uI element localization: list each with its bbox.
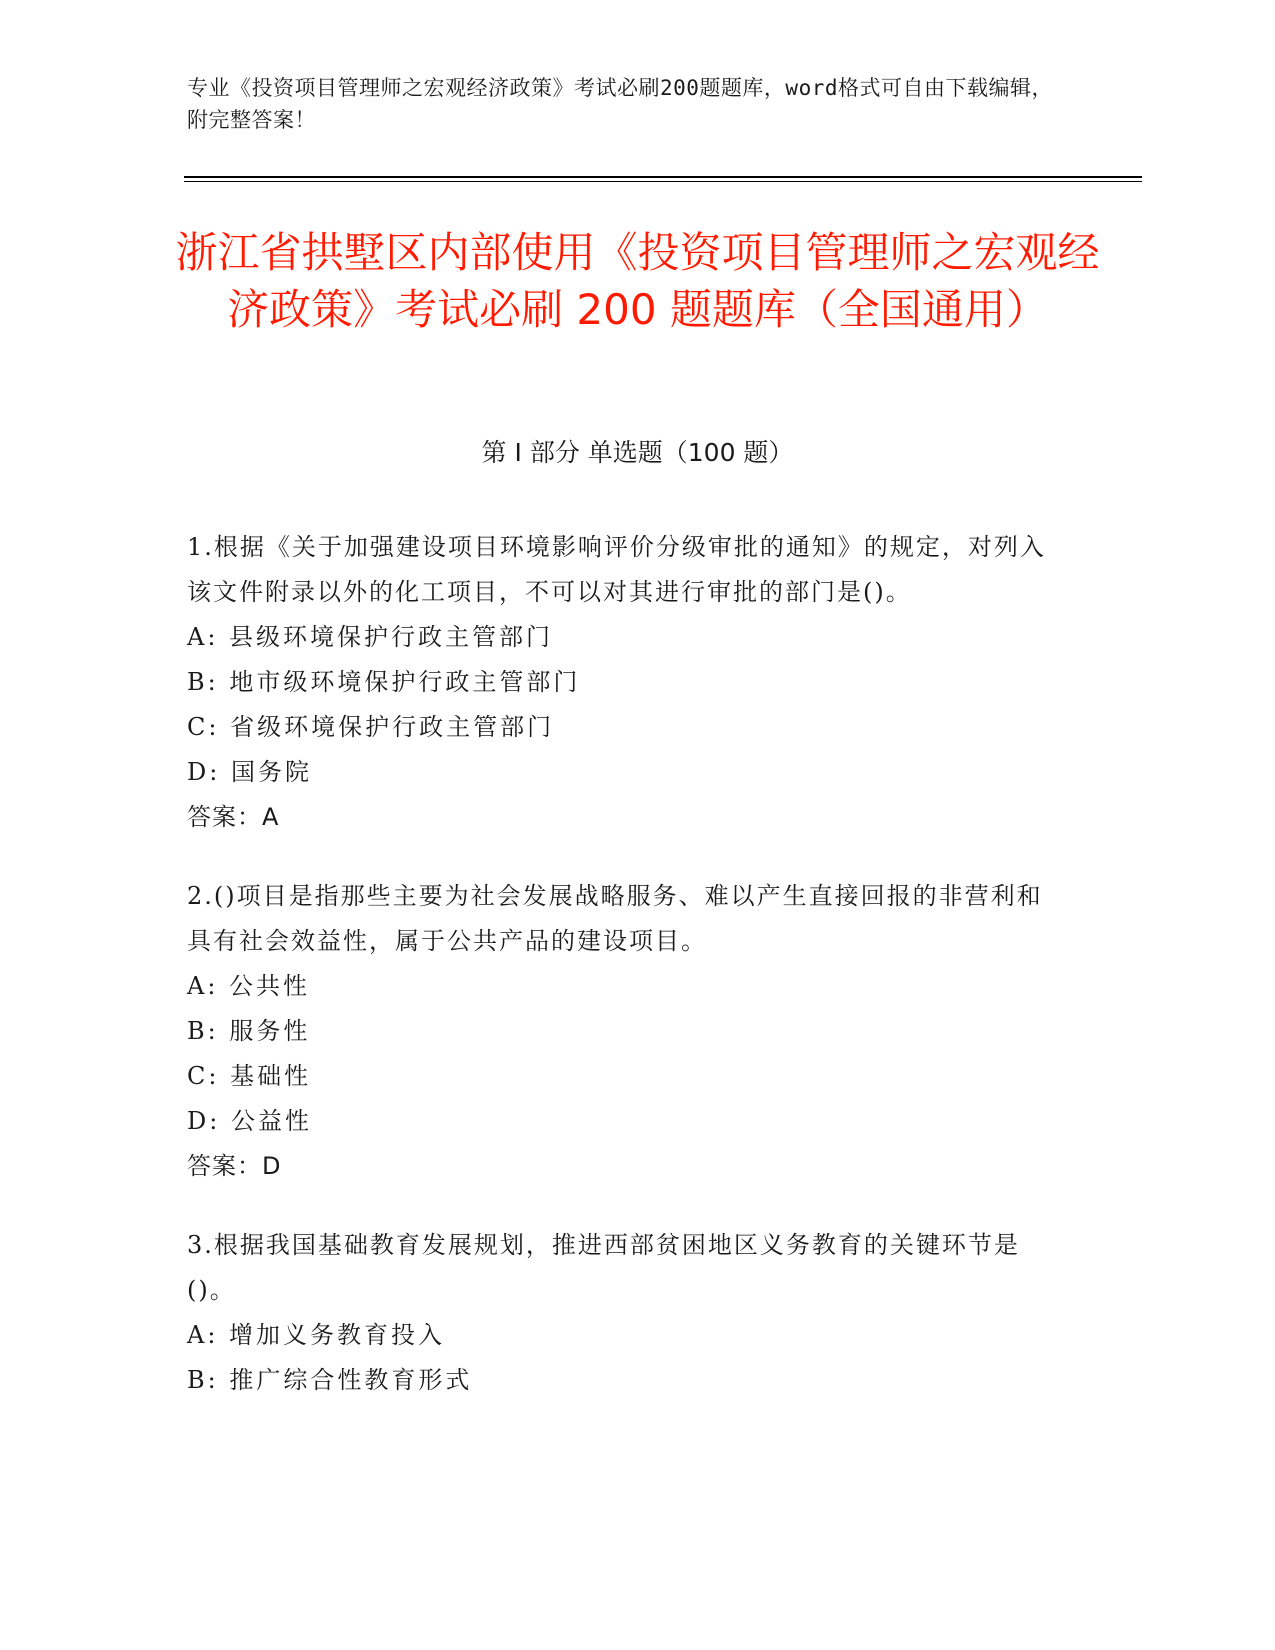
option-a: A: 增加义务教育投入 bbox=[187, 1321, 446, 1349]
question-stem: 3.根据我国基础教育发展规划，推进西部贫困地区义务教育的关键环节是()。 bbox=[187, 1231, 1020, 1304]
question-stem: 2.()项目是指那些主要为社会发展战略服务、难以产生直接回报的非营利和具有社会效益性，属于公共产品的建设项目。 bbox=[187, 882, 1043, 955]
question-2 bbox=[187, 874, 1067, 1189]
option-d: D: 国务院 bbox=[187, 758, 312, 786]
header-note: 专业《投资项目管理师之宏观经济政策》考试必刷200题题库，word格式可自由下载编辑，附完整答案！ bbox=[187, 76, 1053, 132]
option-a: A: 公共性 bbox=[187, 972, 311, 1000]
document-title: 浙江省拱墅区内部使用《投资项目管理师之宏观经济政策》考试必刷 200 题题库（全国通用） bbox=[175, 228, 1100, 334]
option-b: B: 服务性 bbox=[187, 1017, 311, 1045]
option-a: A: 县级环境保护行政主管部门 bbox=[187, 623, 554, 651]
question-list bbox=[187, 525, 1067, 1437]
option-c: C: 省级环境保护行政主管部门 bbox=[187, 713, 555, 741]
question-1 bbox=[187, 525, 1067, 840]
answer-line: 答案：A bbox=[187, 803, 280, 831]
section-title: 第 I 部分 单选题（100 题） bbox=[481, 438, 794, 467]
header-divider bbox=[184, 176, 1142, 182]
option-c: C: 基础性 bbox=[187, 1062, 312, 1090]
answer-line: 答案：D bbox=[187, 1152, 282, 1180]
question-3 bbox=[187, 1223, 1067, 1403]
option-b: B: 推广综合性教育形式 bbox=[187, 1366, 473, 1394]
question-stem: 1.根据《关于加强建设项目环境影响评价分级审批的通知》的规定，对列入该文件附录以外的化工项目，不可以对其进行审批的部门是()。 bbox=[187, 533, 1046, 606]
option-b: B: 地市级环境保护行政主管部门 bbox=[187, 668, 581, 696]
option-d: D: 公益性 bbox=[187, 1107, 312, 1135]
